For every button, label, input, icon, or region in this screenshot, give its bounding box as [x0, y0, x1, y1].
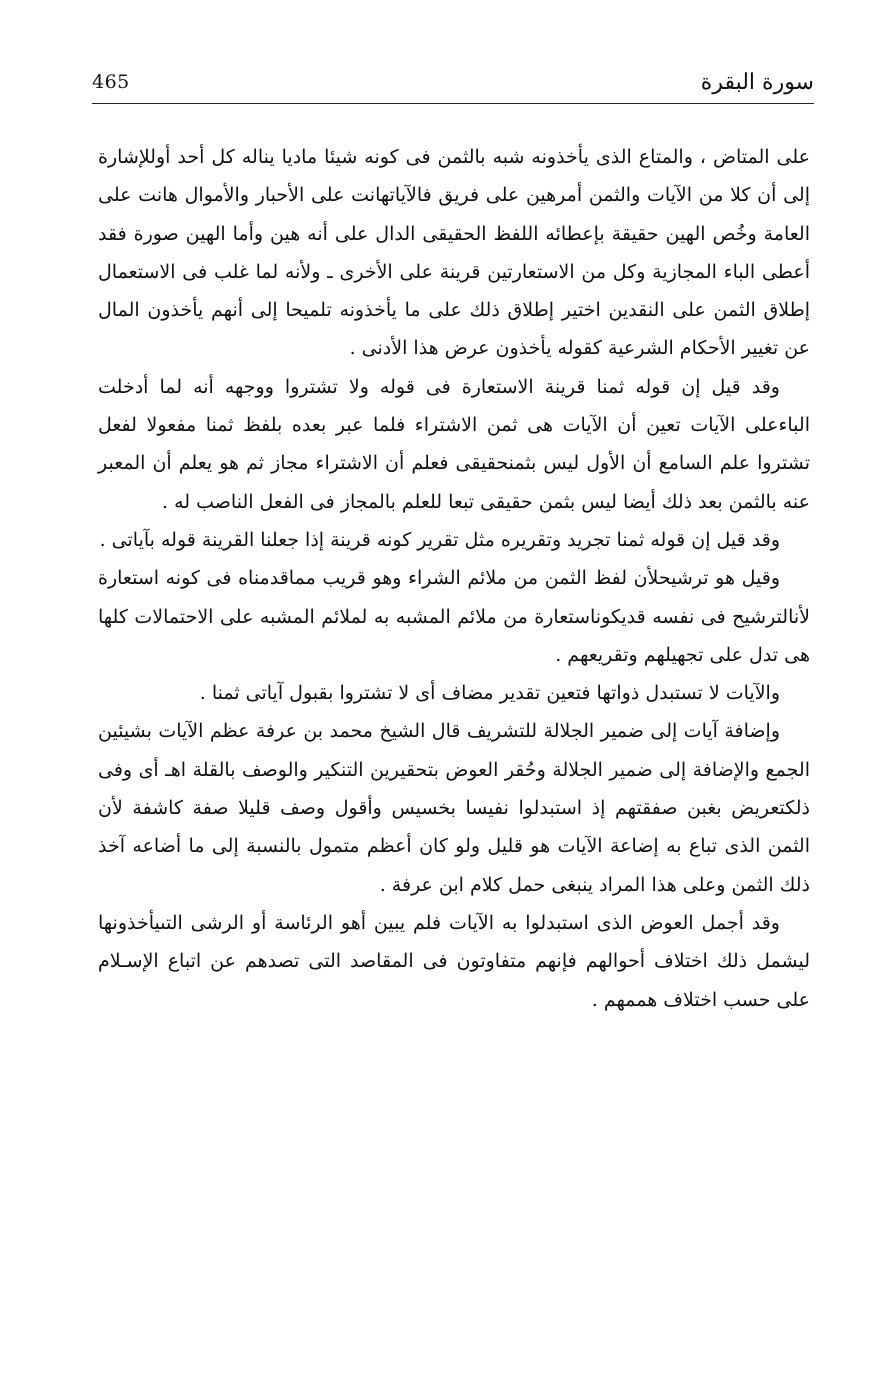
- paragraph-3: وقد قيل إن قوله ثمنا تجريد وتقريره مثل تقرير كونه قرينة إذا جعلنا القرينة قوله بآياتى .: [99, 528, 780, 551]
- header-rule: [92, 103, 814, 104]
- paragraph-2: وقد قيل إن قوله ثمنا قرينة الاستعارة فى قوله ولا تشتروا ووجهه أنه لما أدخلت الباءعلى الآيات تعين أن الآيات هى ثمن الاشتراء فلما عبر بعده بلفظ ثمنا مفعولا لفعل تشتروا علم السامع أن الأول ليس بثمنحقيقى فعلم أن الاشتراء مجاز ثم هو يعلم أن المعبر عنه بالثمن بعد ذلك أيضا ليس بثمن حقيقى تبعا للعلم بالمجاز فى الفعل الناصب له .: [98, 375, 810, 513]
- paragraph-4: وقيل هو ترشيحلأن لفظ الثمن من ملائم الشراء وهو قريب مماقدمناه فى كونه استعارة لأنالترشيح فى نفسه قديكوناستعارة من ملائم المشبه به لملائم المشبه على الاحتمالات كلها هى تدل على تجهيلهم وتقريعهم .: [98, 567, 810, 666]
- surah-title: سورة البقرة: [700, 69, 814, 95]
- paragraph-5: والآيات لا تستبدل ذواتها فتعين تقدير مضاف أى لا تشتروا بقبول آياتى ثمنا .: [199, 682, 780, 705]
- paragraph-1: على المتاض ، والمتاع الذى يأخذونه شبه بالثمن فى كونه شيئا ماديا يناله كل أحد أوللإشارة إلى أن كلا من الآيات والثمن أمرهين على فريق فالآياتهانت على الأحبار والأموال هانت على العامة وخُص الهين حقيقة بإعطائه اللفظ الحقيقى الدال على أنه هين وأما الهين صورة فقد أعطى الباء المجازية وكل من الاستعارتين قرينة على الأخرى ـ ولأنه لما غلب فى الاستعمال إطلاق الثمن على النقدين اختير إطلاق ذلك على ما يأخذونه تلميحا إلى أنهم يأخذون المال عن تغيير الأحكام الشرعية كقوله يأخذون عرض هذا الأدنى .: [98, 146, 810, 360]
- paragraph-6: وإضافة آيات إلى ضمير الجلالة للتشريف قال الشيخ محمد بن عرفة عظم الآيات بشيئين الجمع والإضافة إلى ضمير الجلالة وحُقر العوض بتحقيرين التنكير والوصف بالقلة اهـ أى وفى ذلكتعريض بغبن صفقتهم إذ استبدلوا نفيسا بخسيس وأقول وصف قليلا صفة كاشفة لأن الثمن الذى تباع به إضاعة الآيات هو قليل ولو كان أعظم متمول بالنسبة إلى ما أضاعه آخذ ذلك الثمن وعلى هذا المراد ينبغى حمل كلام ابن عرفة .: [98, 720, 810, 896]
- page-number: 465: [92, 71, 130, 93]
- page-header: [92, 62, 814, 102]
- page-body: [98, 138, 810, 1019]
- paragraph-7: وقد أجمل العوض الذى استبدلوا به الآيات فلم يبين أهو الرئاسة أو الرشى التىيأخذونها ليشمل ذلك اختلاف أحوالهم فإنهم متفاوتون فى المقاصد التى تصدهم عن اتباع الإسـلام على حسب اختلاف هممهم .: [98, 911, 810, 1011]
